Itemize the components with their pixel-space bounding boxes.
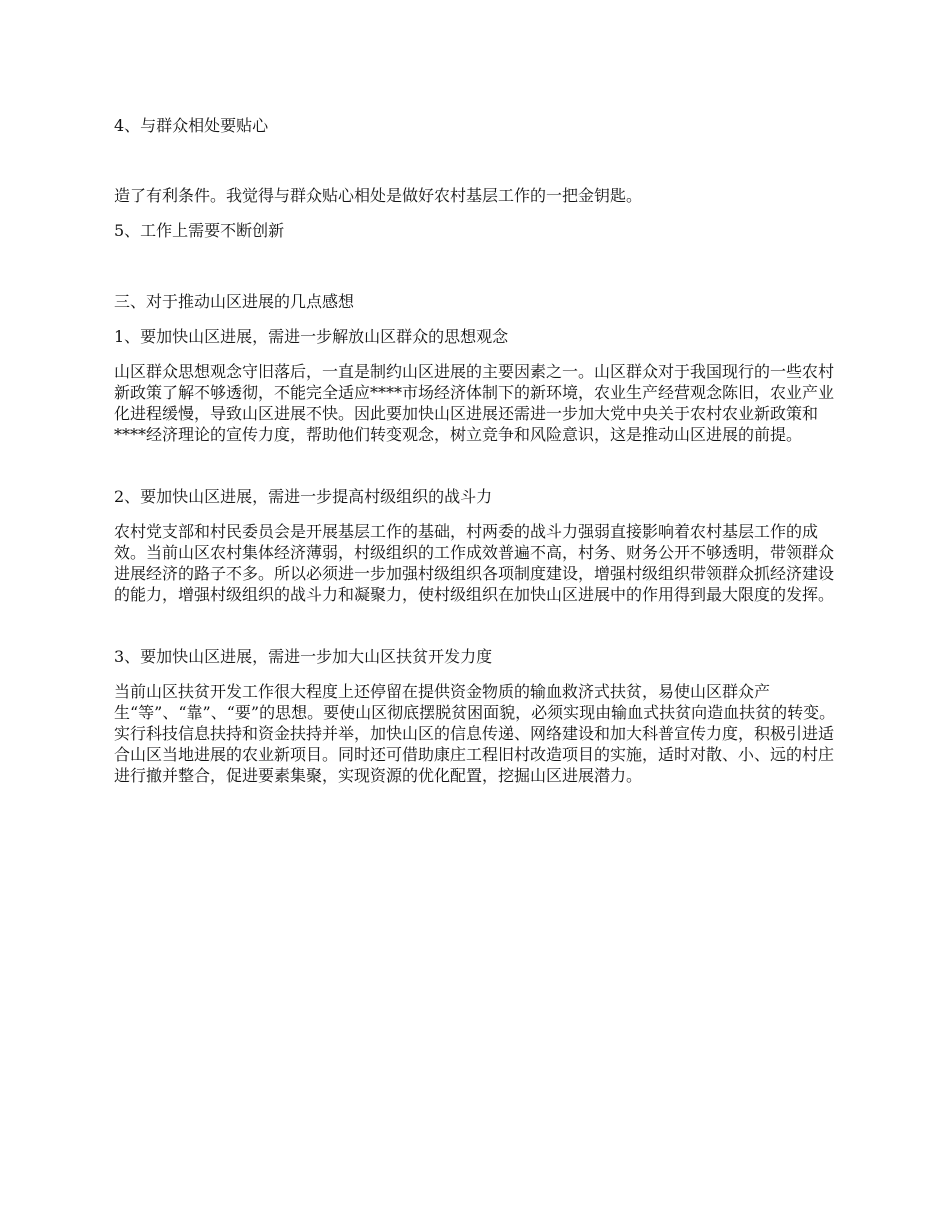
subsection-heading-2: 2、要加快山区进展，需进一步提高村级组织的战斗力 xyxy=(114,487,493,506)
paragraph-2: 农村党支部和村民委员会是开展基层工作的基础，村两委的战斗力强弱直接影响着农村基层工作的成效。当前山区农村集体经济薄弱，村级组织的工作成效普遍不高，村务、财务公开不够透明，带领群众进展经济的路子不多。所以必须进一步加强村级组织各项制度建设，增强村级组织带领群众抓经济建设的能力，增强村级组织的战斗力和凝聚力，使村级组织在加快山区进展中的作用得到最大限度的发挥。 xyxy=(114,522,835,604)
section-heading-5: 5、工作上需要不断创新 xyxy=(114,221,285,240)
subsection-heading-3: 3、要加快山区进展，需进一步加大山区扶贫开发力度 xyxy=(114,647,493,666)
section-heading-4: 4、与群众相处要贴心 xyxy=(114,116,269,135)
paragraph-3: 当前山区扶贫开发工作很大程度上还停留在提供资金物质的输血救济式扶贫，易使山区群众产生“等”、“靠”、“要”的思想。要使山区彻底摆脱贫困面貌，必须实现由输血式扶贫向造血扶贫的转变。实行科技信息扶持和资金扶持并举，加快山区的信息传递、网络建设和加大科普宣传力度，积极引进适合山区当地进展的农业新项目。同时还可借助康庄工程旧村改造项目的实施，适时对散、小、远的村庄进行撤并整合，促进要素集聚，实现资源的优化配置，挖掘山区进展潜力。 xyxy=(114,682,836,785)
subsection-heading-1: 1、要加快山区进展，需进一步解放山区群众的思想观念 xyxy=(114,327,509,346)
paragraph-1: 山区群众思想观念守旧落后，一直是制约山区进展的主要因素之一。山区群众对于我国现行的一些农村新政策了解不够透彻，不能完全适应****市场经济体制下的新环境，农业生产经营观念陈旧，农业产业化进程缓慢，导致山区进展不快。因此要加快山区进展还需进一步加大党中央关于农村农业新政策和****经济理论的宣传力度，帮助他们转变观念，树立竞争和风险意识，这是推动山区进展的前提。 xyxy=(114,362,835,444)
chapter-heading-3: 三、对于推动山区进展的几点感想 xyxy=(114,292,355,311)
paragraph-continuation: 造了有利条件。我觉得与群众贴心相处是做好农村基层工作的一把金钥匙。 xyxy=(114,186,643,205)
